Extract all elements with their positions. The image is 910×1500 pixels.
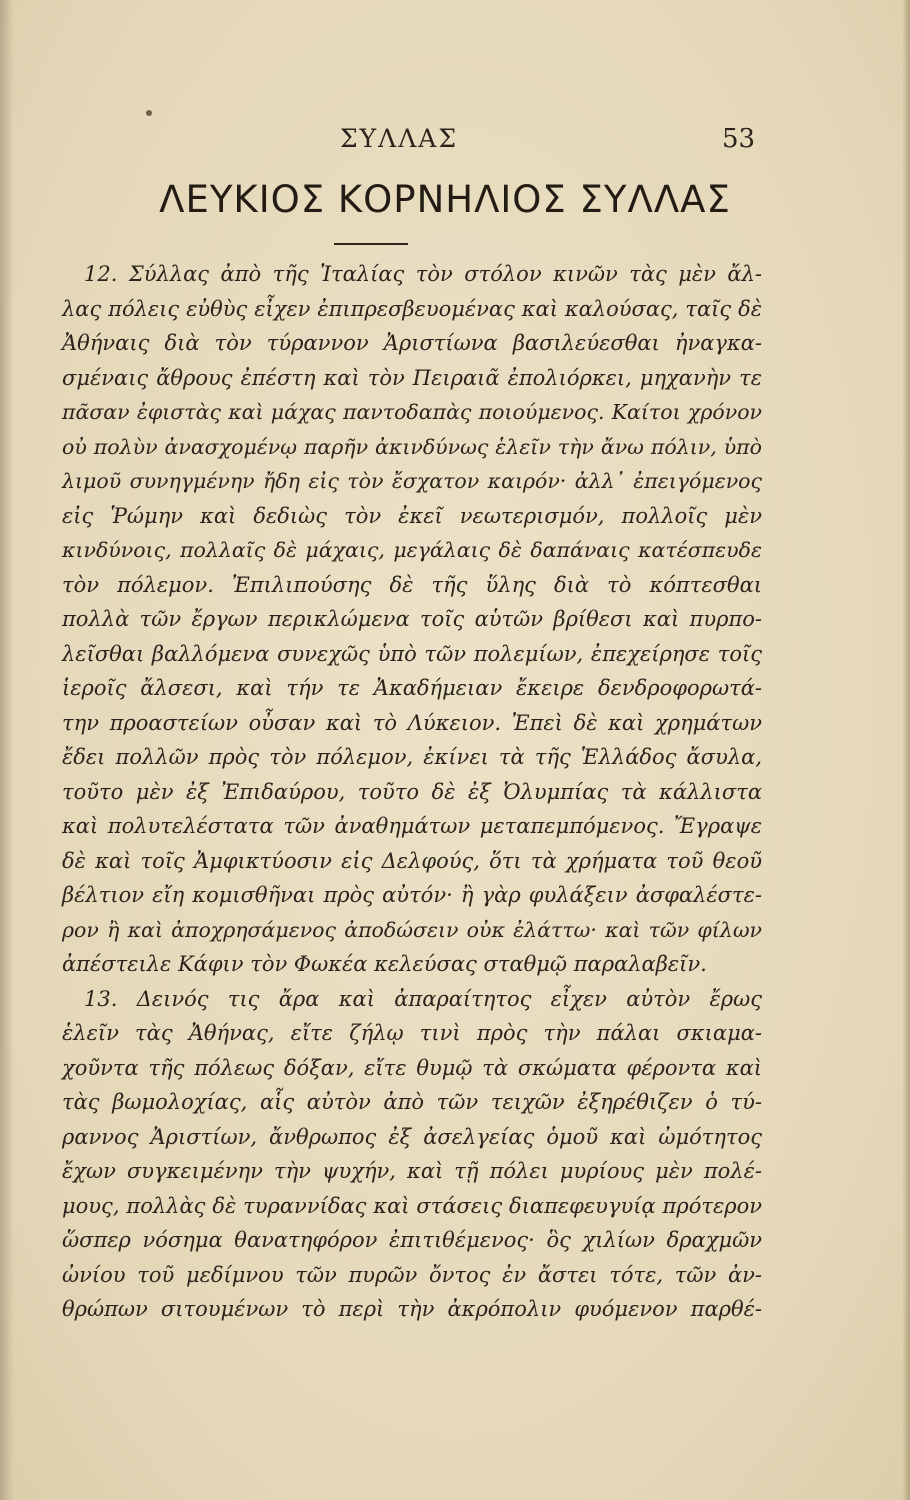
text-line: μους, πολλὰς δὲ τυραννίδας καὶ στάσεις διαπεφευγυίᾳ πρότερον — [62, 1193, 762, 1218]
text-line: χοῦντα τῆς πόλεως δόξαν, εἴτε θυμῷ τὰ σκώματα φέροντα καὶ — [62, 1055, 762, 1080]
text-line: καὶ πολυτελέστατα τῶν ἀναθημάτων μεταπεμπόμενος. Ἔγραψε — [62, 814, 762, 838]
text-line: ἑλεῖν τὰς Ἀθήνας, εἴτε ζήλῳ τινὶ πρὸς τὴν πάλαι σκιαμα- — [62, 1021, 762, 1045]
text-line: λεῖσθαι βαλλόμενα συνεχῶς ὑπὸ τῶν πολεμίων, ἐπεχείρησε τοῖς — [62, 641, 762, 666]
text-line: τοῦτο μὲν ἐξ Ἐπιδαύρου, τοῦτο δὲ ἐξ Ὀλυμπίας τὰ κάλλιστα — [62, 779, 762, 804]
running-head — [0, 118, 910, 158]
text-line: ἔδει πολλῶν πρὸς τὸν πόλεμον, ἐκίνει τὰ τῆς Ἑλλάδος ἄσυλα, — [62, 745, 762, 769]
text-line: λιμοῦ συνηγμένην ἤδη εἰς τὸν ἔσχατον καιρόν· ἀλλ᾽ ἐπειγόμενος — [62, 469, 762, 493]
text-line: Ἀθήναις διὰ τὸν τύραννον Ἀριστίωνα βασιλεύεσθαι ἠναγκα- — [62, 331, 762, 355]
page-number: 53 — [722, 124, 756, 154]
text-line: 13. Δεινός τις ἄρα καὶ ἀπαραίτητος εἶχεν αὐτὸν ἔρως — [84, 986, 762, 1011]
text-line: τὰς βωμολοχίας, αἷς αὐτὸν ἀπὸ τῶν τειχῶν ἐξηρέθιζεν ὁ τύ- — [62, 1090, 762, 1114]
text-line: κινδύνοις, πολλαῖς δὲ μάχαις, μεγάλαις δὲ δαπάναις κατέσπευδε — [62, 538, 762, 562]
text-line: τὸν πόλεμον. Ἐπιλιπούσης δὲ τῆς ὕλης διὰ τὸ κόπτεσθαι — [62, 572, 762, 597]
text-line: την προαστείων οὖσαν καὶ τὸ Λύκειον. Ἐπεὶ δὲ καὶ χρημάτων — [62, 710, 762, 735]
text-line: ὥσπερ νόσημα θανατηφόρον ἐπιτιθέμενος· ὃς χιλίων δραχμῶν — [62, 1228, 762, 1252]
text-line: λας πόλεις εὐθὺς εἶχεν ἐπιπρεσβευομένας καὶ καλούσας, ταῖς δὲ — [62, 296, 762, 321]
title-rule — [334, 243, 408, 245]
text-line: εἰς Ῥώμην καὶ δεδιὼς τὸν ἐκεῖ νεωτερισμόν, πολλοῖς μὲν — [62, 503, 762, 528]
text-line: δὲ καὶ τοῖς Ἀμφικτύοσιν εἰς Δελφούς, ὅτι τὰ χρήματα τοῦ θεοῦ — [62, 848, 762, 873]
page-gutter-shadow — [0, 0, 14, 1500]
text-line: θρώπων σιτουμένων τὸ περὶ τὴν ἀκρόπολιν φυόμενον παρθέ- — [62, 1297, 762, 1321]
text-line: οὐ πολὺν ἀνασχομένῳ παρῆν ἀκινδύνως ἑλεῖν τὴν ἄνω πόλιν, ὑπὸ — [62, 434, 762, 459]
text-line: ἱεροῖς ἄλσεσι, καὶ τήν τε Ἀκαδήμειαν ἔκειρε δενδροφορωτά- — [62, 676, 762, 700]
body-text — [62, 257, 762, 1327]
chapter-title: ΛΕΥΚΙΟΣ ΚΟΡΝΗΛΙΟΣ ΣΥΛΛΑΣ — [159, 178, 731, 221]
text-line: ἔχων συγκειμένην τὴν ψυχήν, καὶ τῇ πόλει μυρίους μὲν πολέ- — [62, 1159, 762, 1183]
text-line: βέλτιον εἴη κομισθῆναι πρὸς αὐτόν· ἢ γὰρ φυλάξειν ἀσφαλέστε- — [62, 883, 762, 907]
page-edge — [902, 0, 910, 1500]
text-line: 12. Σύλλας ἀπὸ τῆς Ἰταλίας τὸν στόλον κινῶν τὰς μὲν ἄλ- — [84, 262, 762, 286]
text-line: ὠνίου τοῦ μεδίμνου τῶν πυρῶν ὄντος ἐν ἄστει τότε, τῶν ἀν- — [62, 1262, 762, 1287]
text-line: σμέναις ἄθρους ἐπέστη καὶ τὸν Πειραιᾶ ἐπολιόρκει, μηχανὴν τε — [62, 365, 762, 390]
running-title: ΣΥΛΛΑΣ — [340, 124, 459, 153]
ink-spot — [146, 110, 152, 116]
text-line: πολλὰ τῶν ἔργων περικλώμενα τοῖς αὑτῶν βρίθεσι καὶ πυρπο- — [62, 607, 762, 631]
text-line: ἀπέστειλε Κάφιν τὸν Φωκέα κελεύσας σταθμῷ παραλαβεῖν. — [62, 952, 707, 976]
text-line: ραννος Ἀριστίων, ἄνθρωπος ἐξ ἀσελγείας ὁμοῦ καὶ ὠμότητος — [62, 1124, 762, 1149]
text-line: ρον ἢ καὶ ἀποχρησάμενος ἀποδώσειν οὐκ ἐλάττω· καὶ τῶν φίλων — [62, 917, 762, 942]
text-line: πᾶσαν ἐφιστὰς καὶ μάχας παντοδαπὰς ποιούμενος. Καίτοι χρόνον — [62, 400, 762, 424]
